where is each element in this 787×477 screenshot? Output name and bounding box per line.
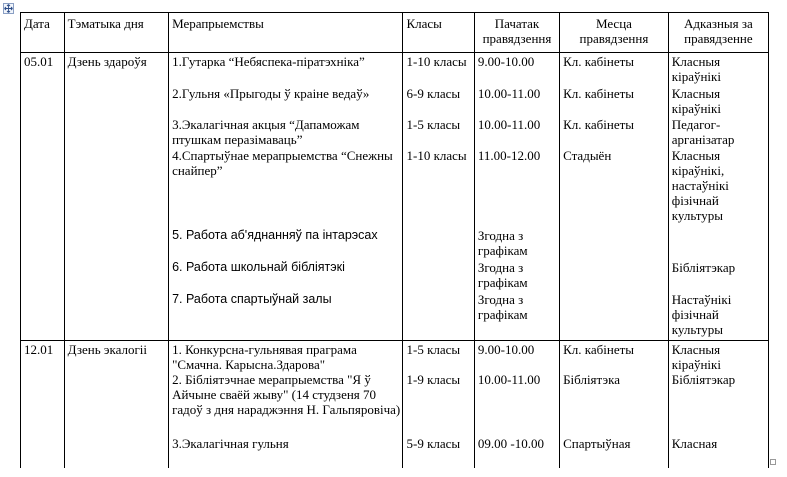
- responsible-value: Класныя кіраўнікі, настаўнікі фізічнай культуры: [671, 148, 729, 223]
- responsible-cell: [668, 53, 768, 341]
- header-events: Мерапрыемствы: [169, 13, 403, 53]
- header-date: Дата: [21, 13, 65, 53]
- place-value: Стадыён: [563, 148, 612, 163]
- responsible-value: Класныя кіраўнікі: [671, 54, 721, 84]
- place-value: Кл. кабінеты: [563, 117, 635, 132]
- row-date: 12.01: [21, 341, 65, 469]
- start-cell: [474, 53, 559, 341]
- start-value: 10.00-11.00: [477, 117, 541, 132]
- header-topic: Тэматыка дня: [64, 13, 168, 53]
- header-classes: Класы: [403, 13, 474, 53]
- place-value: Бібліятэка: [563, 372, 621, 387]
- event-item: 6. Работа школьнай бібліятэкі: [172, 260, 345, 274]
- table-move-handle[interactable]: [3, 3, 14, 14]
- responsible-value: Педагог-арганізатар: [671, 117, 735, 147]
- row-topic: Дзень экалогіі: [64, 341, 168, 469]
- place-value: Кл. кабінеты: [563, 342, 635, 357]
- start-value: 11.00-12.00: [477, 148, 541, 163]
- event-item: 2.Гульня «Прыгоды ў краіне ведаў»: [172, 86, 370, 101]
- header-responsible: Адказныя за правядзенне: [668, 13, 768, 53]
- event-item: 5. Работа аб'яднанняў па інтарэсах: [172, 228, 378, 242]
- start-value: 09.00 -10.00: [477, 436, 544, 451]
- classes-value: 1-10 класы: [406, 54, 467, 69]
- responsible-value: Класныя кіраўнікі: [671, 342, 721, 372]
- classes-cell: [403, 341, 474, 469]
- event-item: 2. Бібліятэчнае мерапрыемства "Я ў Айчыне сваёй жыву" (14 студзеня 70 гадоў з дня нараджэння Н. Гальпяровіча): [172, 372, 401, 417]
- event-item: 7. Работа спартыўнай залы: [172, 292, 332, 306]
- event-item: 1. Конкурсна-гульнявая праграма "Смачна. Карысна.Здарова": [172, 342, 357, 372]
- classes-value: 1-5 класы: [406, 117, 461, 132]
- event-item: 1.Гутарка “Небяспека-піратэхніка”: [172, 54, 365, 69]
- classes-value: 6-9 класы: [406, 86, 461, 101]
- events-cell: [169, 341, 403, 469]
- classes-cell: [403, 53, 474, 341]
- schedule-table: [20, 12, 769, 468]
- responsible-cell: [668, 341, 768, 469]
- header-start: Пачатак правядзення: [474, 13, 559, 53]
- place-cell: [560, 53, 669, 341]
- place-value: Кл. кабінеты: [563, 86, 635, 101]
- events-cell: [169, 53, 403, 341]
- row-date: 05.01: [21, 53, 65, 341]
- place-value: Спартыўная: [563, 436, 631, 451]
- header-place: Месца правядзення: [560, 13, 669, 53]
- start-cell: [474, 341, 559, 469]
- classes-value: 5-9 класы: [406, 436, 461, 451]
- table-header-row: [21, 13, 769, 53]
- classes-value: 1-5 класы: [406, 342, 461, 357]
- event-item: 3.Экалагічная гульня: [172, 436, 289, 451]
- table-row: [21, 53, 769, 341]
- start-value: 10.00-11.00: [477, 372, 541, 387]
- start-value: Згодна з графікам: [477, 292, 528, 322]
- responsible-value: Настаўнікі фізічнай культуры: [671, 292, 732, 337]
- classes-value: 1-10 класы: [406, 148, 467, 163]
- place-cell: [560, 341, 669, 469]
- row-topic: Дзень здароўя: [64, 53, 168, 341]
- responsible-value: Класная: [671, 436, 718, 451]
- event-item: 3.Экалагічная акцыя “Дапаможам птушкам перазімаваць”: [172, 117, 360, 147]
- start-value: 9.00-10.00: [477, 54, 535, 69]
- classes-value: 1-9 класы: [406, 372, 461, 387]
- start-value: 10.00-11.00: [477, 86, 541, 101]
- start-value: Згодна з графікам: [477, 260, 528, 290]
- place-value: Кл. кабінеты: [563, 54, 635, 69]
- table-resize-handle[interactable]: [770, 459, 776, 465]
- responsible-value: Класныя кіраўнікі: [671, 86, 721, 116]
- responsible-value: Бібліятэкар: [671, 260, 736, 275]
- start-value: 9.00-10.00: [477, 342, 535, 357]
- table-row: [21, 341, 769, 469]
- event-item: 4.Спартыўнае мерапрыемства “Снежны снайпер”: [172, 148, 393, 178]
- start-value: Згодна з графікам: [477, 228, 528, 258]
- responsible-value: Бібліятэкар: [671, 372, 736, 387]
